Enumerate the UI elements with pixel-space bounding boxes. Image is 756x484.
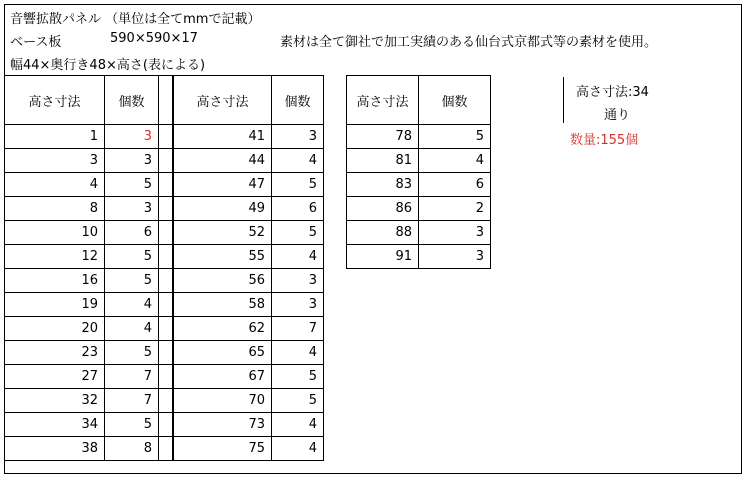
count-cell: 4: [272, 413, 324, 437]
block-dimensions: 幅44×奥行き48×高さ(表による): [10, 58, 206, 73]
height-cell: 81: [347, 149, 419, 173]
table-row: [5, 341, 173, 365]
count-cell: 3: [105, 149, 159, 173]
count-header: 個数: [419, 76, 491, 125]
count-cell: 3: [272, 125, 324, 149]
table-row: [174, 197, 324, 221]
count-cell: 5: [272, 389, 324, 413]
height-cell: 75: [174, 437, 272, 461]
height-header: 高さ寸法: [347, 76, 419, 125]
count-cell: 7: [272, 317, 324, 341]
total-quantity: 数量:155個: [570, 133, 639, 148]
table-header-row: [174, 76, 324, 125]
count-cell: 5: [105, 269, 159, 293]
table-row: [5, 365, 173, 389]
count-cell: 4: [272, 341, 324, 365]
height-header: 高さ寸法: [174, 76, 272, 125]
height-cell: 73: [174, 413, 272, 437]
height-cell: 1: [5, 125, 105, 149]
count-cell: 5: [272, 221, 324, 245]
height-cell: 56: [174, 269, 272, 293]
count-cell: 6: [419, 173, 491, 197]
count-header: 個数: [105, 76, 159, 125]
table-row: [5, 269, 173, 293]
table-row: [5, 437, 173, 461]
count-cell: 8: [105, 437, 159, 461]
height-cell: 70: [174, 389, 272, 413]
height-cell: 16: [5, 269, 105, 293]
height-header: 高さ寸法: [5, 76, 105, 125]
count-cell: 3: [105, 125, 159, 149]
height-table-2: [173, 75, 324, 461]
height-cell: 10: [5, 221, 105, 245]
table-header-row: [347, 76, 491, 125]
spacer-cell: [159, 76, 173, 125]
spacer-cell: [159, 149, 173, 173]
height-cell: 32: [5, 389, 105, 413]
table-row: [174, 389, 324, 413]
spacer-cell: [159, 389, 173, 413]
height-cell: 19: [5, 293, 105, 317]
count-cell: 4: [272, 149, 324, 173]
count-cell: 3: [419, 221, 491, 245]
count-header: 個数: [272, 76, 324, 125]
count-cell: 6: [272, 197, 324, 221]
spacer-cell: [159, 173, 173, 197]
count-cell: 4: [419, 149, 491, 173]
table-row: [174, 365, 324, 389]
table-row: [347, 221, 491, 245]
height-cell: 67: [174, 365, 272, 389]
table-row: [174, 437, 324, 461]
base-board-size: 590×590×17: [110, 31, 198, 46]
height-cell: 65: [174, 341, 272, 365]
height-cell: 52: [174, 221, 272, 245]
height-cell: 3: [5, 149, 105, 173]
count-cell: 3: [272, 269, 324, 293]
table-row: [5, 149, 173, 173]
table-row: [347, 125, 491, 149]
height-cell: 23: [5, 341, 105, 365]
height-cell: 78: [347, 125, 419, 149]
table-row: [174, 293, 324, 317]
table-row: [347, 245, 491, 269]
count-cell: 7: [105, 365, 159, 389]
table-row: [347, 173, 491, 197]
height-cell: 83: [347, 173, 419, 197]
table-row: [5, 197, 173, 221]
height-cell: 20: [5, 317, 105, 341]
table-row: [174, 317, 324, 341]
spacer-cell: [159, 317, 173, 341]
height-cell: 55: [174, 245, 272, 269]
count-cell: 4: [105, 293, 159, 317]
table-row: [174, 149, 324, 173]
height-cell: 88: [347, 221, 419, 245]
table-row: [5, 389, 173, 413]
table-row: [5, 413, 173, 437]
height-cell: 34: [5, 413, 105, 437]
table-row: [5, 125, 173, 149]
material-note: 素材は全て御社で加工実績のある仙台式京都式等の素材を使用。: [280, 35, 658, 50]
table-row: [174, 269, 324, 293]
count-cell: 5: [272, 365, 324, 389]
count-cell: 4: [272, 437, 324, 461]
count-cell: 4: [105, 317, 159, 341]
count-cell: 7: [105, 389, 159, 413]
spacer-cell: [159, 269, 173, 293]
height-cell: 62: [174, 317, 272, 341]
spacer-cell: [159, 197, 173, 221]
height-types-count: 高さ寸法:34: [576, 85, 649, 100]
table-row: [5, 221, 173, 245]
count-cell: 6: [105, 221, 159, 245]
height-cell: 12: [5, 245, 105, 269]
table-row: [5, 245, 173, 269]
table-row: [5, 317, 173, 341]
table-row: [347, 149, 491, 173]
table-row: [174, 173, 324, 197]
count-cell: 5: [419, 125, 491, 149]
height-types-unit: 通り: [604, 108, 631, 123]
height-table-3: [346, 75, 491, 269]
document-title: 音響拡散パネル （単位は全てmmで記載）: [10, 12, 261, 27]
summary-box: [563, 77, 674, 123]
height-cell: 49: [174, 197, 272, 221]
table-header-row: [5, 76, 173, 125]
spacer-cell: [159, 245, 173, 269]
height-table-1: [4, 75, 173, 461]
spacer-cell: [159, 437, 173, 461]
table-row: [174, 221, 324, 245]
height-cell: 47: [174, 173, 272, 197]
spacer-cell: [159, 413, 173, 437]
height-cell: 44: [174, 149, 272, 173]
count-cell: 5: [105, 341, 159, 365]
height-cell: 8: [5, 197, 105, 221]
table-row: [5, 293, 173, 317]
count-cell: 2: [419, 197, 491, 221]
table-row: [174, 125, 324, 149]
height-cell: 91: [347, 245, 419, 269]
count-cell: 5: [272, 173, 324, 197]
spacer-cell: [159, 221, 173, 245]
count-cell: 5: [105, 173, 159, 197]
height-cell: 41: [174, 125, 272, 149]
height-cell: 4: [5, 173, 105, 197]
table-row: [347, 197, 491, 221]
height-cell: 38: [5, 437, 105, 461]
table-row: [174, 413, 324, 437]
count-cell: 5: [105, 413, 159, 437]
spacer-cell: [159, 125, 173, 149]
base-board-label: ベース板: [10, 35, 62, 50]
count-cell: 4: [272, 245, 324, 269]
count-cell: 5: [105, 245, 159, 269]
spacer-cell: [159, 341, 173, 365]
table-row: [174, 341, 324, 365]
height-cell: 27: [5, 365, 105, 389]
spacer-cell: [159, 293, 173, 317]
spacer-cell: [159, 365, 173, 389]
count-cell: 3: [419, 245, 491, 269]
table-row: [5, 173, 173, 197]
count-cell: 3: [272, 293, 324, 317]
table-row: [174, 245, 324, 269]
count-cell: 3: [105, 197, 159, 221]
height-cell: 58: [174, 293, 272, 317]
height-cell: 86: [347, 197, 419, 221]
